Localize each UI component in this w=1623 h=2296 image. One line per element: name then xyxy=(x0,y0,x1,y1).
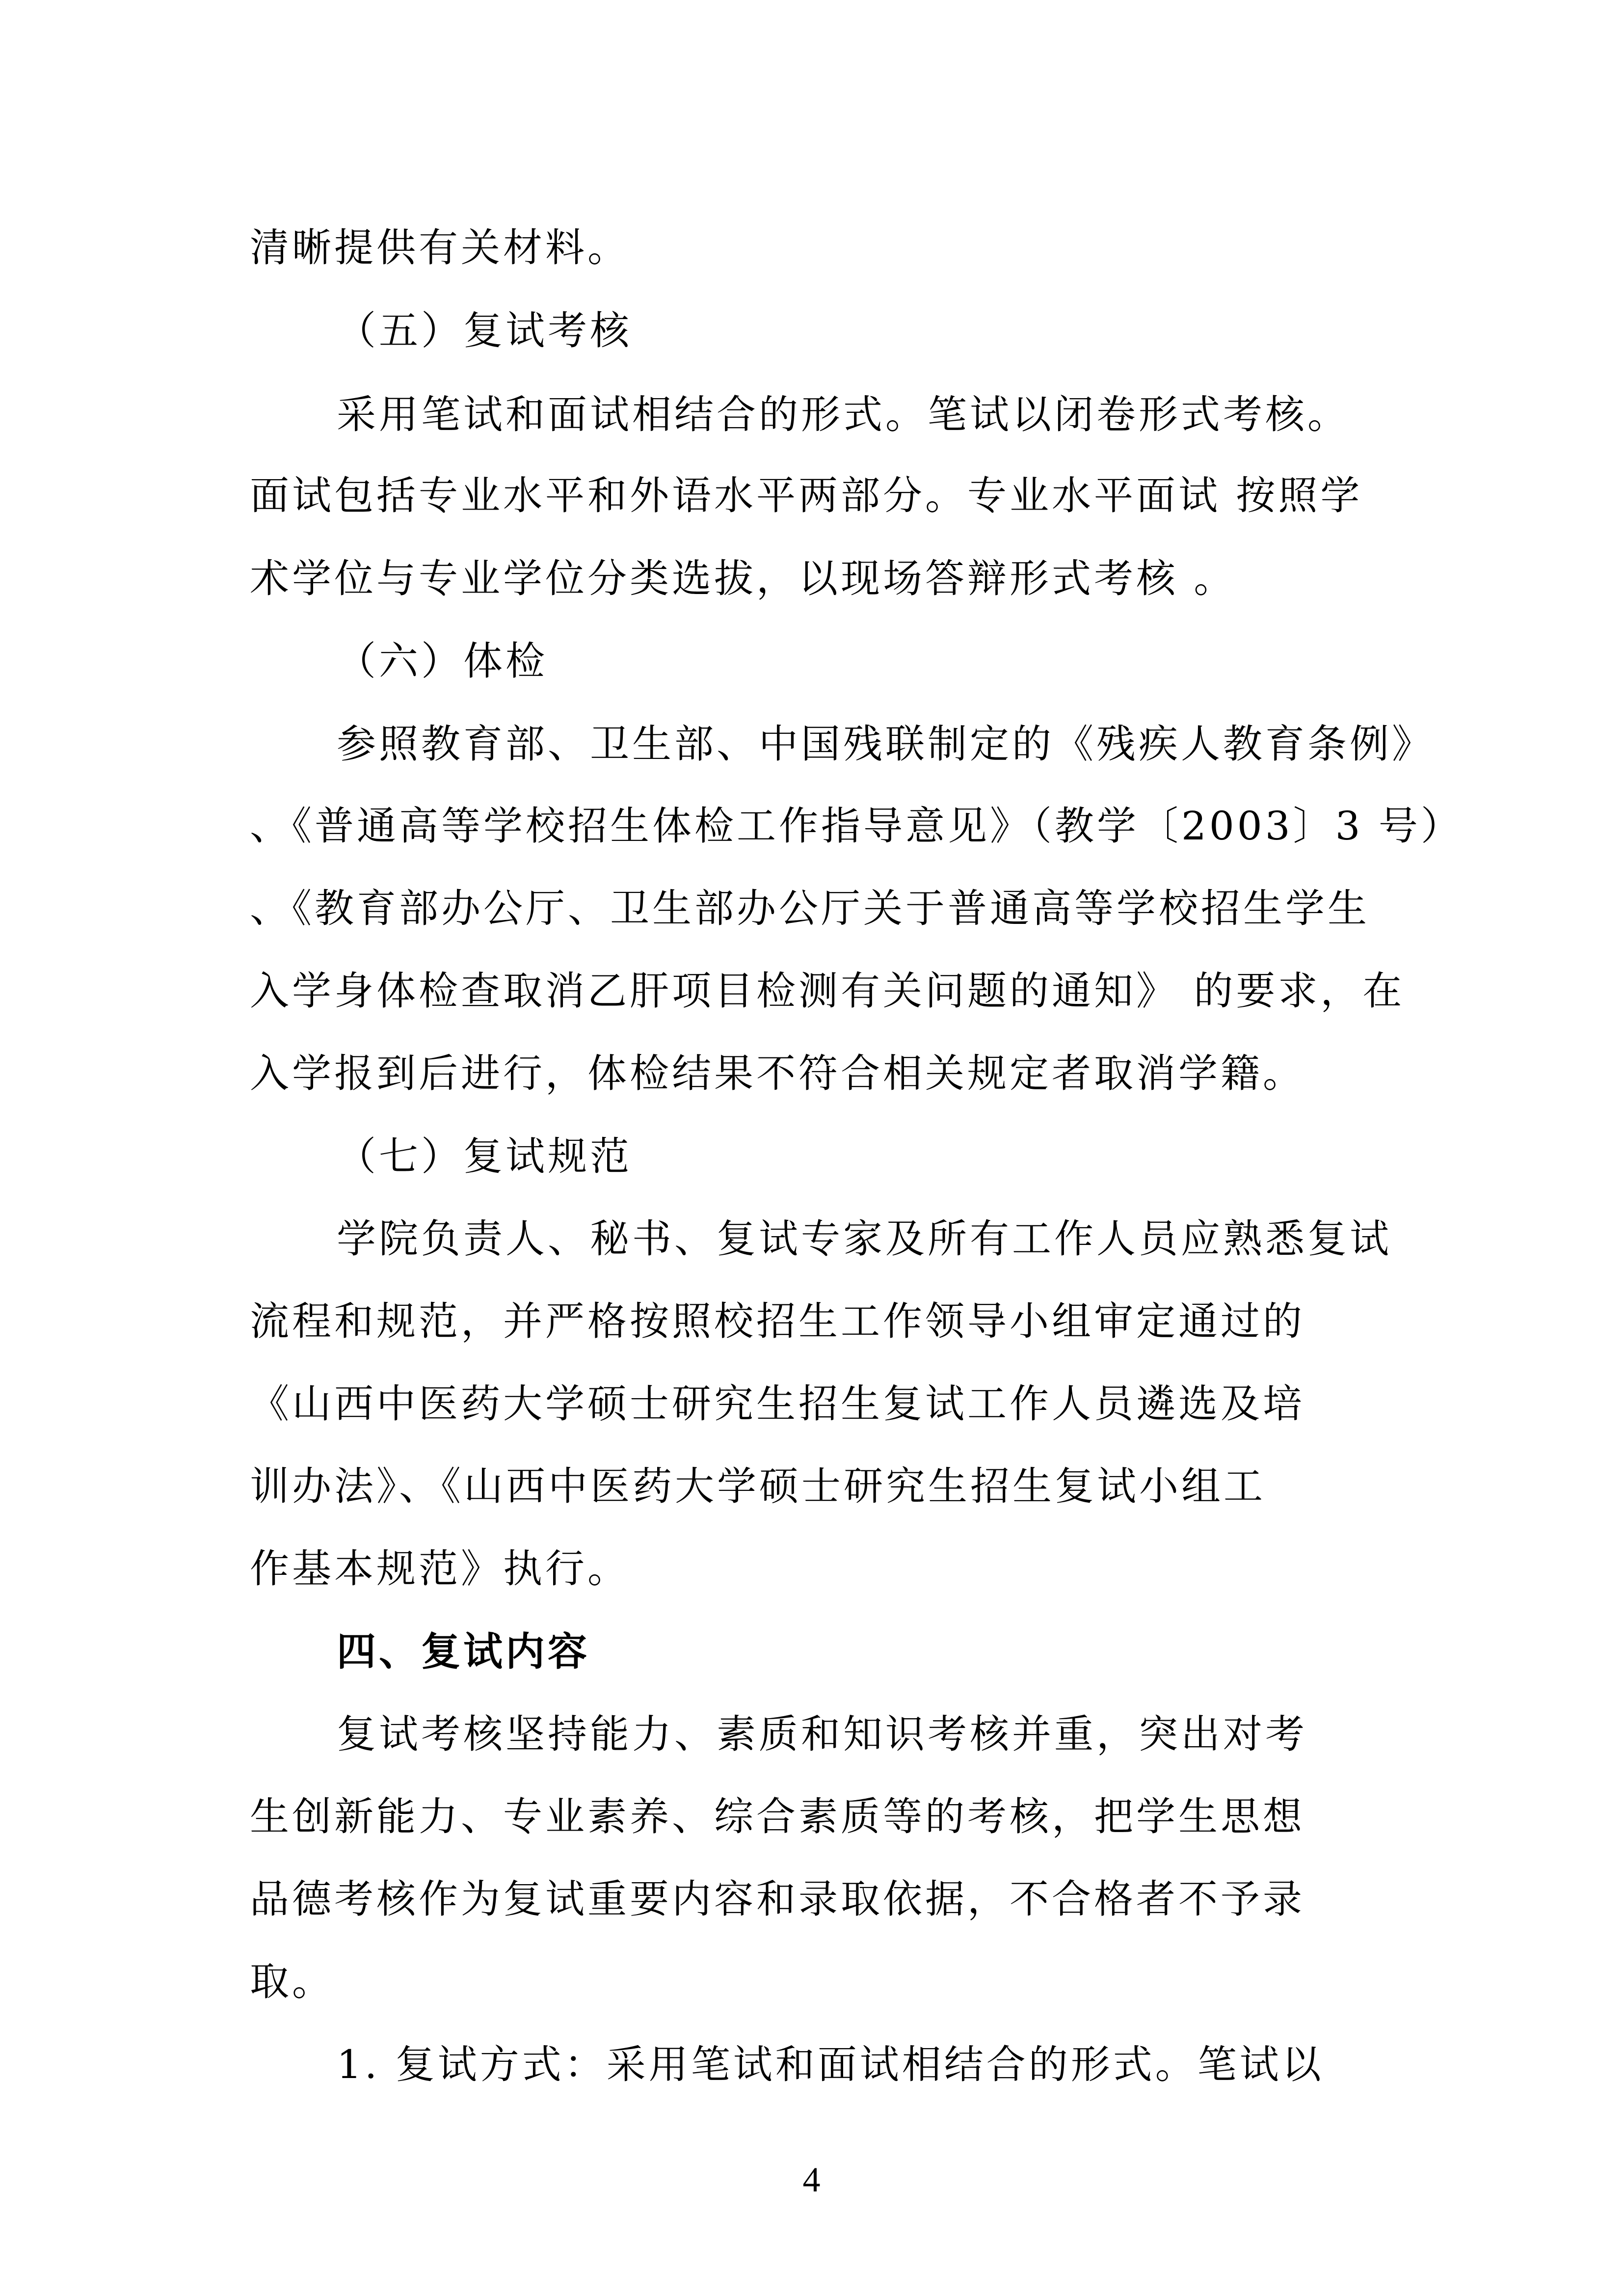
body-line: 面试包括专业水平和外语水平两部分。专业水平面试 按照学 xyxy=(250,473,1363,518)
chapter-heading-four: 四、复试内容 xyxy=(337,1629,590,1675)
body-line: 生创新能力、专业素养、综合素质等的考核，把学生思想 xyxy=(250,1794,1305,1839)
page-number: 4 xyxy=(802,2160,821,2199)
body-line: 流程和规范，并严格按照校招生工作领导小组审定通过的 xyxy=(250,1298,1305,1344)
body-line: 取。 xyxy=(250,1959,334,2004)
body-line: 清晰提供有关材料。 xyxy=(250,225,630,270)
body-line: 品德考核作为复试重要内容和录取依据，不合格者不予录 xyxy=(250,1876,1305,1922)
body-line: 入学报到后进行，体检结果不符合相关规定者取消学籍。 xyxy=(250,1051,1305,1096)
body-line: 《山西中医药大学硕士研究生招生复试工作人员遴选及培 xyxy=(250,1381,1305,1427)
body-line: 入学身体检查取消乙肝项目检测有关问题的通知》 的要求，在 xyxy=(250,968,1405,1014)
body-line: 采用笔试和面试相结合的形式。笔试以闭卷形式考核。 xyxy=(337,392,1350,437)
body-line: 1. 复试方式：采用笔试和面试相结合的形式。笔试以 xyxy=(337,2042,1324,2087)
section-heading-five: （五）复试考核 xyxy=(337,308,632,353)
body-line: 、《普通高等学校招生体检工作指导意见》（教学〔2003〕3 号） xyxy=(250,803,1463,849)
section-heading-six: （六）体检 xyxy=(337,638,548,684)
section-heading-seven: （七）复试规范 xyxy=(337,1134,632,1179)
body-line: 、《教育部办公厅、卫生部办公厅关于普通高等学校招生学生 xyxy=(250,886,1370,931)
body-line: 训办法》、《山西中医药大学硕士研究生招生复试小组工 xyxy=(250,1463,1266,1509)
body-line: 术学位与专业学位分类选拔，以现场答辩形式考核 。 xyxy=(250,556,1236,601)
body-line: 参照教育部、卫生部、中国残联制定的《残疾人教育条例》 xyxy=(337,721,1434,767)
body-line: 作基本规范》执行。 xyxy=(250,1546,630,1592)
body-line: 复试考核坚持能力、素质和知识考核并重，突出对考 xyxy=(337,1711,1307,1757)
body-line: 学院负责人、秘书、复试专家及所有工作人员应熟悉复试 xyxy=(337,1216,1392,1262)
